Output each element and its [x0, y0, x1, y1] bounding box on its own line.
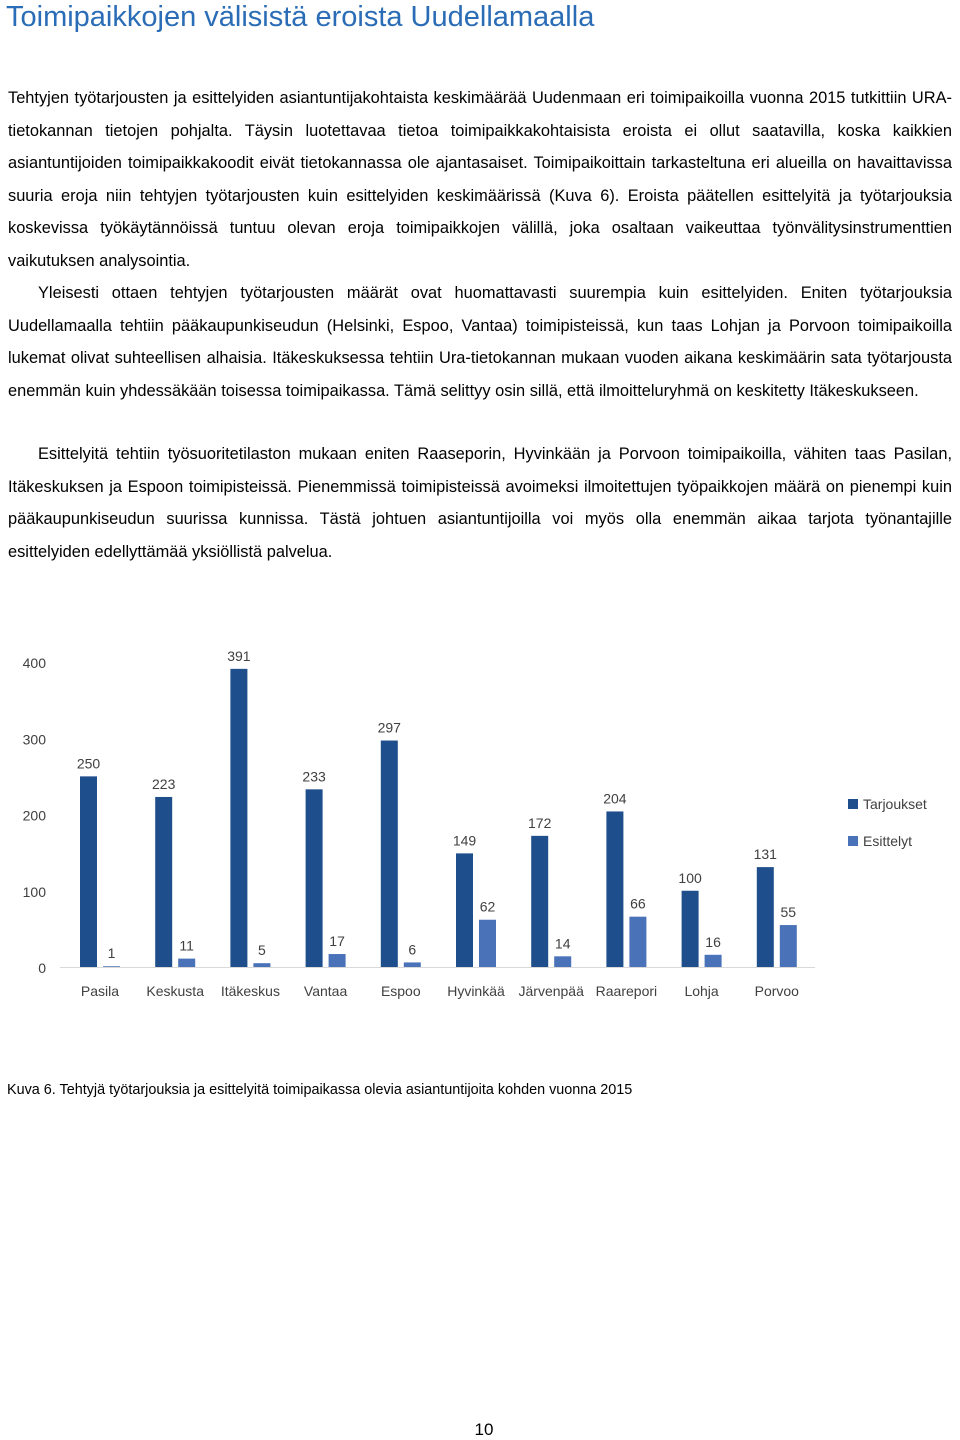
chart-legend: [848, 796, 927, 849]
data-label: 250: [76, 755, 101, 772]
figure-caption: Kuva 6. Tehtyjä työtarjouksia ja esittelyitä toimipaikassa olevia asiantuntijoita kohden vuonna 2015: [7, 1082, 633, 1098]
chart-bars: [60, 648, 815, 968]
x-tick-label: Raarepori: [595, 983, 658, 999]
bar-tarjoukset: [757, 867, 774, 967]
legend-label: Tarjoukset: [863, 796, 927, 812]
y-axis: [23, 655, 47, 976]
data-label: 66: [630, 895, 646, 912]
data-label: 6: [408, 941, 417, 958]
y-tick-label: 0: [38, 960, 46, 976]
x-tick-label: Lohja: [684, 983, 719, 999]
bar-tarjoukset: [381, 741, 398, 967]
bar-tarjoukset: [155, 797, 172, 967]
x-tick-label: Pasila: [80, 983, 120, 999]
paragraph: Tehtyjen työtarjousten ja esittelyiden asiantuntijakohtaista keskimäärää Uudenmaan eri toimipaikoilla vuonna 2015 tutkittiin URA-tietokannan tietojen pohjalta. Täysin luotettavaa tietoa toimipaikkakohtaisista eroista ei ollut saatavilla, koska kaikkien asiantuntijoiden toimipaikkakoodit eivät tietokannassa ole ajantasaiset. Toimipaikoittain tarkasteltuna eri alueilla on havaittavissa suuria eroja niin tehtyjen työtarjousten kuin esittelyiden keskimäärissä (Kuva 6). Eroista päätellen esittelyitä ja työtarjouksia koskevissa työkäytännöissä tuntuu olevan eroja toimipaikkojen välillä, joka osaltaan vaikeuttaa työnvälitysinstrumenttien vaikutuksen analysointia.: [8, 89, 952, 270]
data-label: 204: [603, 790, 627, 807]
bar-tarjoukset: [80, 776, 97, 967]
y-tick-label: 400: [22, 655, 46, 671]
bar-tarjoukset: [682, 891, 699, 967]
bar-esittelyt: [178, 959, 195, 967]
bar-esittelyt: [479, 920, 496, 967]
paragraph: Esittelyitä tehtiin työsuoritetilaston mukaan eniten Raaseporin, Hyvinkään ja Porvoon toimipaikoilla, vähiten taas Pasilan, Itäkeskuksen ja Espoon toimipisteissä. Pienemmissä toimipisteissä avoimeksi ilmoitettujen työpaikkojen määrä on pienempi kuin pääkaupunkiseudun suurissa kunnissa. Tästä johtuen asiantuntijoilla voi myös olla enemmän aikaa tarjota työnantajille esittelyiden edellyttämää yksiöllistä palvelua.: [8, 445, 952, 561]
data-label: 16: [705, 933, 721, 950]
x-axis-labels: [81, 983, 799, 999]
legend-label: Esittelyt: [863, 833, 913, 849]
x-tick-label: Keskusta: [146, 983, 204, 999]
bar-esittelyt: [705, 955, 722, 967]
data-label: 391: [227, 647, 251, 664]
y-tick-label: 300: [22, 731, 46, 748]
bar-esittelyt: [404, 962, 421, 967]
x-tick-label: Järvenpää: [518, 983, 584, 999]
bar-esittelyt: [780, 925, 797, 967]
bar-chart: [0, 600, 960, 1020]
paragraph: Yleisesti ottaen tehtyjen työtarjousten määrät ovat huomattavasti suurempia kuin esittelyiden. Eniten työtarjouksia Uudellamaalla tehtiin pääkaupunkiseudun (Helsinki, Espoo, Vantaa) toimipisteissä, kun taas Lohjan ja Porvoon toimipaikoilla lukemat olivat suhteellisen alhaisia. Itäkeskuksessa tehtiin Ura-tietokannan mukaan vuoden aikana keskimäärin sata työtarjousta enemmän kuin yhdessäkään toisessa toimipaikassa. Tämä selittyy osin sillä, että ilmoitteluryhmä on keskitetty Itäkeskukseen.: [8, 284, 952, 400]
bar-esittelyt: [329, 954, 346, 967]
bar-tarjoukset: [456, 853, 473, 967]
bar-esittelyt: [103, 966, 120, 967]
bar-tarjoukset: [306, 789, 323, 967]
x-tick-label: Porvoo: [754, 983, 799, 999]
data-label: 100: [678, 869, 702, 886]
data-label: 55: [780, 904, 797, 921]
legend-swatch: [848, 836, 858, 846]
bar-esittelyt: [253, 963, 270, 967]
data-label: 233: [302, 768, 326, 785]
page-number: 10: [474, 1420, 494, 1439]
y-tick-label: 200: [22, 807, 46, 824]
data-label: 297: [377, 719, 401, 736]
data-label: 172: [528, 814, 552, 831]
data-label: 62: [479, 898, 496, 915]
x-tick-label: Hyvinkää: [447, 983, 505, 999]
bar-tarjoukset: [531, 836, 548, 967]
bar-tarjoukset: [606, 811, 623, 967]
x-tick-label: Espoo: [380, 983, 421, 999]
bar-esittelyt: [629, 917, 646, 967]
data-label: 5: [258, 942, 266, 959]
bar-tarjoukset: [230, 669, 247, 967]
data-label: 1: [107, 945, 116, 962]
bar-esittelyt: [554, 956, 571, 967]
data-label: 131: [753, 846, 777, 863]
data-label: 223: [152, 775, 176, 792]
page-title: Toimipaikkojen välisistä eroista Uudellamaalla: [6, 1, 595, 33]
x-tick-label: Vantaa: [303, 983, 348, 999]
data-label: 149: [452, 832, 477, 849]
legend-swatch: [848, 799, 858, 809]
y-tick-label: 100: [22, 883, 46, 900]
data-label: 14: [554, 935, 571, 952]
data-label: 17: [329, 933, 345, 950]
data-label: 11: [179, 937, 194, 954]
x-tick-label: Itäkeskus: [220, 983, 280, 999]
